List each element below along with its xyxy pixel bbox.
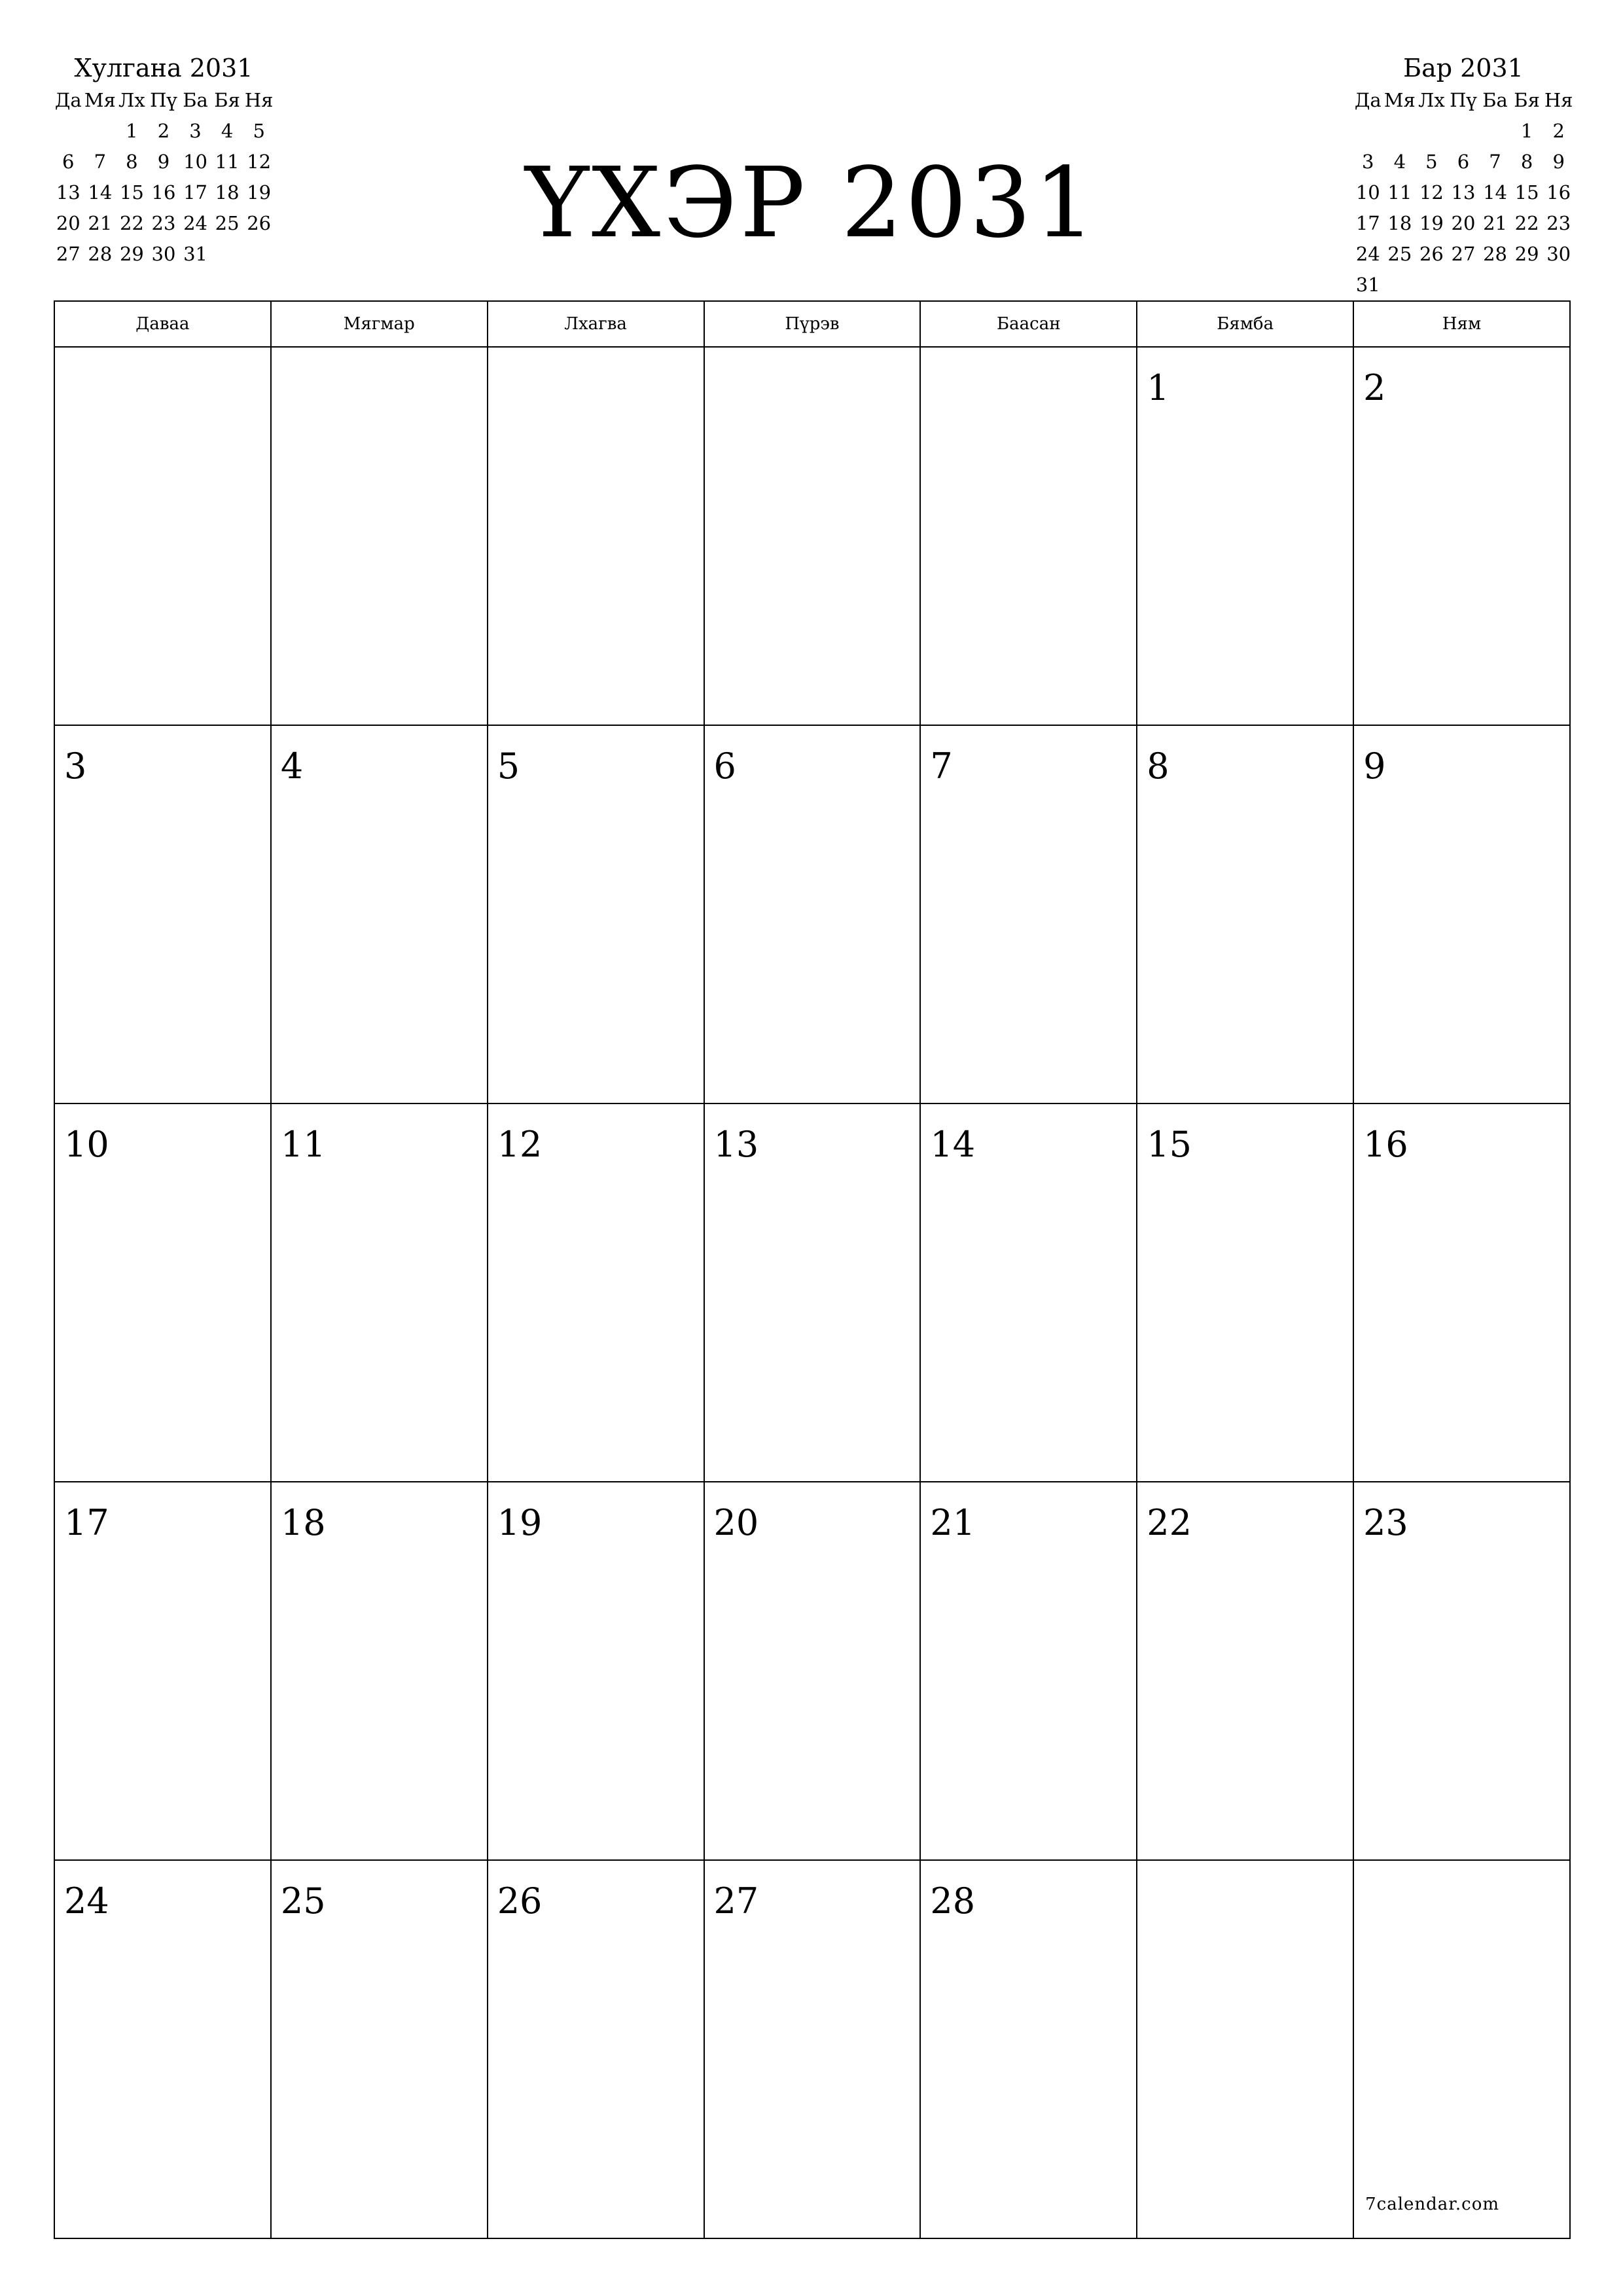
mini-calendar-title: Хулгана 2031 [74, 54, 253, 82]
weekday-header: Бямба [1137, 301, 1353, 347]
mini-calendar-title: Бар 2031 [1403, 54, 1524, 82]
mini-day: 16 [1546, 181, 1571, 204]
mini-day: 31 [183, 243, 207, 265]
day-number: 12 [497, 1124, 543, 1165]
mini-day: 7 [1489, 151, 1501, 173]
mini-day: 13 [1451, 181, 1476, 204]
mini-day: 2 [1552, 120, 1565, 142]
week-row [54, 1860, 1570, 2238]
mini-day: 14 [88, 181, 113, 204]
mini-day: 29 [119, 243, 144, 265]
day-cell [920, 725, 1137, 1103]
weekday-header-row [54, 301, 1570, 347]
mini-day: 20 [1451, 212, 1476, 234]
day-number: 9 [1363, 745, 1386, 787]
day-number: 15 [1147, 1124, 1192, 1165]
day-cell [271, 1482, 488, 1860]
mini-day: 26 [1419, 243, 1444, 265]
mini-day: 6 [1457, 151, 1470, 173]
mini-day: 9 [157, 151, 170, 173]
mini-day [1384, 270, 1416, 300]
mini-weekday: Ня [1544, 89, 1573, 111]
weekday-header: Даваа [54, 301, 271, 347]
weekday-header: Ням [1353, 301, 1570, 347]
weekday-header: Пүрэв [704, 301, 921, 347]
day-cell [1137, 1103, 1353, 1482]
mini-weekday: Ба [1482, 89, 1508, 111]
mini-day: 24 [1355, 243, 1380, 265]
page-title: ҮХЭР 2031 [525, 147, 1098, 259]
day-cell [54, 1860, 271, 2238]
mini-day: 30 [151, 243, 176, 265]
mini-day: 1 [126, 120, 138, 142]
week-row [54, 1482, 1570, 1860]
day-number: 16 [1363, 1124, 1408, 1165]
mini-day: 26 [247, 212, 272, 234]
day-number: 5 [497, 745, 520, 787]
day-number: 27 [713, 1880, 759, 1922]
day-cell [704, 347, 921, 725]
week-row [54, 347, 1570, 725]
mini-day: 19 [247, 181, 272, 204]
mini-day: 21 [1483, 212, 1507, 234]
day-cell [488, 347, 704, 725]
mini-weekday: Да [54, 89, 82, 111]
day-number: 28 [930, 1880, 976, 1922]
mini-weekday: Мя [1383, 89, 1416, 111]
mini-day [1479, 116, 1511, 147]
day-cell [1353, 1482, 1570, 1860]
day-number: 10 [64, 1124, 109, 1165]
mini-day: 5 [1425, 151, 1438, 173]
day-cell [1137, 1482, 1353, 1860]
mini-weekday: Пү [1450, 89, 1477, 111]
mini-week-row [1352, 208, 1575, 239]
day-cell [271, 347, 488, 725]
mini-weekday-row [1352, 85, 1575, 116]
mini-day: 22 [1514, 212, 1539, 234]
mini-calendar-next [1352, 51, 1575, 300]
day-cell [488, 1482, 704, 1860]
day-number: 7 [930, 745, 953, 787]
day-number: 3 [64, 745, 87, 787]
mini-day: 5 [253, 120, 265, 142]
mini-day [52, 116, 84, 147]
mini-day: 10 [1355, 181, 1380, 204]
day-cell [271, 725, 488, 1103]
footer-credit: 7calendar.com [1365, 2195, 1499, 2214]
mini-weekday: Пү [150, 89, 177, 111]
mini-day: 28 [88, 243, 113, 265]
mini-day: 9 [1552, 151, 1565, 173]
day-cell [488, 1860, 704, 2238]
mini-day: 2 [157, 120, 170, 142]
mini-day: 4 [1393, 151, 1406, 173]
day-number: 4 [280, 745, 304, 787]
day-cell [1353, 725, 1570, 1103]
mini-day: 25 [1387, 243, 1412, 265]
mini-week-row [1352, 177, 1575, 208]
day-number: 21 [930, 1502, 976, 1543]
day-number: 25 [280, 1880, 326, 1922]
mini-day: 11 [215, 151, 240, 173]
mini-day: 17 [1355, 212, 1380, 234]
day-number: 8 [1147, 745, 1169, 787]
mini-day: 10 [183, 151, 207, 173]
mini-day: 3 [1362, 151, 1374, 173]
mini-day: 29 [1514, 243, 1539, 265]
day-cell [488, 725, 704, 1103]
mini-weekday: Лх [1418, 89, 1445, 111]
mini-weekday: Бя [214, 89, 240, 111]
day-cell [704, 1103, 921, 1482]
mini-day [84, 116, 116, 147]
day-cell [1137, 1860, 1353, 2238]
mini-day: 27 [56, 243, 80, 265]
day-cell [1137, 347, 1353, 725]
day-number: 14 [930, 1124, 976, 1165]
mini-day: 6 [62, 151, 75, 173]
day-number: 2 [1363, 367, 1386, 408]
day-cell [54, 725, 271, 1103]
mini-day: 19 [1419, 212, 1444, 234]
day-cell [920, 1860, 1137, 2238]
day-cell [920, 347, 1137, 725]
mini-week-row [52, 116, 275, 147]
day-number: 19 [497, 1502, 543, 1543]
mini-day: 18 [215, 181, 240, 204]
day-number: 26 [497, 1880, 543, 1922]
mini-day [1416, 116, 1448, 147]
mini-day [1448, 116, 1480, 147]
day-number: 11 [280, 1124, 326, 1165]
day-cell [1137, 725, 1353, 1103]
mini-day: 22 [119, 212, 144, 234]
weekday-header: Баасан [920, 301, 1137, 347]
month-grid [54, 300, 1571, 2239]
mini-day: 23 [151, 212, 176, 234]
day-cell [1353, 347, 1570, 725]
mini-day: 25 [215, 212, 240, 234]
mini-day: 18 [1387, 212, 1412, 234]
mini-day: 17 [183, 181, 207, 204]
mini-day: 15 [119, 181, 144, 204]
day-cell [271, 1860, 488, 2238]
day-number: 6 [713, 745, 736, 787]
mini-day: 31 [1355, 274, 1380, 296]
mini-day: 23 [1546, 212, 1571, 234]
day-number: 23 [1363, 1502, 1408, 1543]
day-cell [704, 1860, 921, 2238]
weekday-header: Лхагва [488, 301, 704, 347]
day-cell [704, 1482, 921, 1860]
mini-day: 16 [151, 181, 176, 204]
mini-weekday: Лх [118, 89, 145, 111]
day-cell [920, 1482, 1137, 1860]
mini-day: 24 [183, 212, 207, 234]
mini-day: 12 [1419, 181, 1444, 204]
mini-day: 4 [221, 120, 234, 142]
mini-day [1384, 116, 1416, 147]
day-cell [54, 347, 271, 725]
mini-weekday-row [52, 85, 275, 116]
day-number: 18 [280, 1502, 326, 1543]
day-number: 24 [64, 1880, 109, 1922]
mini-day: 27 [1451, 243, 1476, 265]
mini-day: 14 [1483, 181, 1507, 204]
mini-day [1416, 270, 1448, 300]
mini-calendar-table [1352, 85, 1575, 300]
mini-day: 30 [1546, 243, 1571, 265]
mini-day: 15 [1514, 181, 1539, 204]
mini-day: 8 [126, 151, 138, 173]
mini-week-row [1352, 147, 1575, 177]
day-number: 1 [1147, 367, 1169, 408]
week-row [54, 1103, 1570, 1482]
mini-weekday: Бя [1514, 89, 1540, 111]
mini-day: 12 [247, 151, 272, 173]
mini-day [1543, 270, 1575, 300]
day-cell [271, 1103, 488, 1482]
mini-day [1511, 270, 1543, 300]
mini-day: 21 [88, 212, 113, 234]
mini-day: 8 [1520, 151, 1533, 173]
weekday-header: Мягмар [271, 301, 488, 347]
mini-day: 3 [189, 120, 202, 142]
mini-day: 7 [94, 151, 107, 173]
mini-week-row [1352, 239, 1575, 270]
day-number: 20 [713, 1502, 759, 1543]
mini-week-row [1352, 116, 1575, 147]
day-cell [488, 1103, 704, 1482]
day-cell [54, 1103, 271, 1482]
day-cell [704, 725, 921, 1103]
mini-weekday: Да [1354, 89, 1382, 111]
mini-day: 11 [1387, 181, 1412, 204]
mini-day: 28 [1483, 243, 1507, 265]
mini-day [1448, 270, 1480, 300]
mini-day: 13 [56, 181, 80, 204]
mini-week-row [1352, 270, 1575, 300]
mini-weekday: Ня [244, 89, 274, 111]
day-number: 17 [64, 1502, 109, 1543]
week-row [54, 725, 1570, 1103]
mini-day: 1 [1520, 120, 1533, 142]
mini-day [1479, 270, 1511, 300]
mini-day [1352, 116, 1384, 147]
mini-day: 20 [56, 212, 80, 234]
day-number: 22 [1147, 1502, 1192, 1543]
day-cell [1353, 1860, 1570, 2238]
day-cell [1353, 1103, 1570, 1482]
mini-weekday: Мя [84, 89, 116, 111]
day-number: 13 [713, 1124, 759, 1165]
mini-weekday: Ба [183, 89, 208, 111]
day-cell [54, 1482, 271, 1860]
day-cell [920, 1103, 1137, 1482]
